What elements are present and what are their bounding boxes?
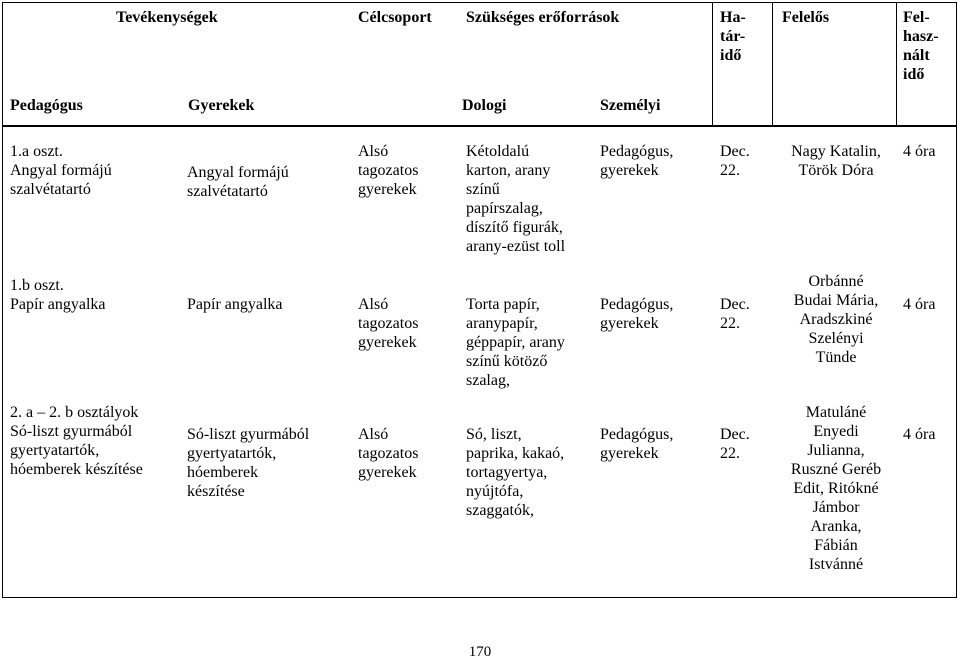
header-material: Dologi <box>462 97 507 114</box>
header-resources: Szükséges erőforrások <box>466 9 620 26</box>
teacher-cell: 2. a – 2. b osztályok Só-liszt gyurmából gyertyatartók, hóemberek készítése <box>10 404 143 478</box>
children-cell: Angyal formájú szalvétatartó <box>187 164 289 200</box>
personal-cell: Pedagógus, gyerekek <box>600 426 674 462</box>
deadline-cell: Dec. 22. <box>720 426 750 462</box>
responsible-cell: Orbánné Budai Mária, Aradszkiné Szelényi Tünde <box>793 273 879 366</box>
deadline-cell: Dec. 22. <box>720 296 750 332</box>
children-cell: Papír angyalka <box>187 296 283 313</box>
personal-cell: Pedagógus, gyerekek <box>600 296 674 332</box>
header-divider <box>2 125 957 127</box>
col-divider-responsible <box>772 2 773 125</box>
deadline-cell: Dec. 22. <box>720 143 750 179</box>
header-responsible: Felelős <box>782 9 830 26</box>
personal-cell: Pedagógus, gyerekek <box>600 143 674 179</box>
time-cell: 4 óra <box>903 143 936 160</box>
col-divider-time <box>896 2 897 125</box>
responsible-cell: Nagy Katalin, Török Dóra <box>791 143 881 179</box>
header-personal: Személyi <box>600 97 661 114</box>
material-cell: Só, liszt, paprika, kakaó, tortagyertya, nyújtófa, szaggatók, <box>466 426 565 519</box>
material-cell: Kétoldalú karton, arany színű papírszalag, díszítő figurák, arany-ezüst toll <box>466 143 566 255</box>
material-cell: Torta papír, aranypapír, géppapír, arany színű kötöző szalag, <box>466 296 565 389</box>
page-number: 170 <box>468 644 492 660</box>
header-children: Gyerekek <box>188 97 255 114</box>
header-target-group: Célcsoport <box>358 9 432 26</box>
teacher-cell: 1.a oszt. Angyal formájú szalvétatartó <box>10 143 112 198</box>
header-teacher: Pedagógus <box>10 97 83 114</box>
header-time-used: Fel- hasz- nált idő <box>903 9 939 83</box>
target-cell: Alsó tagozatos gyerekek <box>358 143 419 198</box>
responsible-cell: Matuláné Enyedi Julianna, Ruszné Geréb Edit, Ritókné Jámbor Aranka, Fábián Istvánné <box>790 404 882 573</box>
header-activities: Tevékenységek <box>116 9 218 26</box>
time-cell: 4 óra <box>903 296 936 313</box>
children-cell: Só-liszt gyurmából gyertyatartók, hóemberek készítése <box>187 426 310 500</box>
teacher-cell: 1.b oszt. Papír angyalka <box>10 277 106 313</box>
header-deadline: Ha- tár- idő <box>720 9 746 64</box>
target-cell: Alsó tagozatos gyerekek <box>358 426 419 481</box>
target-cell: Alsó tagozatos gyerekek <box>358 296 419 351</box>
time-cell: 4 óra <box>903 426 936 443</box>
col-divider-deadline <box>712 2 713 125</box>
